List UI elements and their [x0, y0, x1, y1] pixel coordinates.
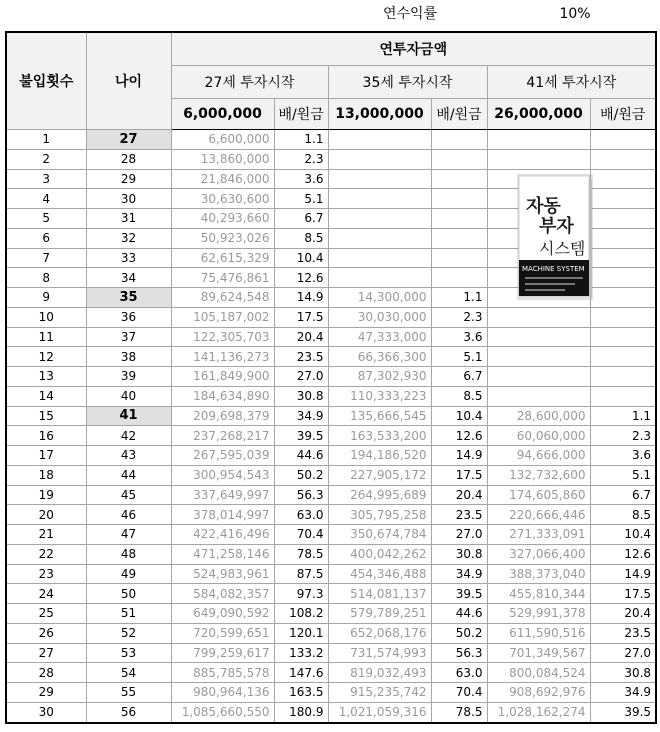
value-27-cell: 471,258,146	[171, 544, 274, 564]
multiple-35-cell: 30.8	[431, 544, 487, 564]
value-27-cell: 122,305,703	[171, 327, 274, 347]
multiple-41-cell	[590, 149, 656, 169]
age-cell: 45	[86, 485, 171, 505]
multiple-27-cell: 34.9	[274, 406, 328, 426]
multiple-41-cell	[590, 248, 656, 268]
table-row	[6, 584, 656, 604]
value-27-cell: 105,187,002	[171, 307, 274, 327]
age-cell: 39	[86, 367, 171, 387]
book-english-title: MACHINE SYSTEM	[522, 265, 585, 273]
multiple-41-cell: 20.4	[590, 604, 656, 624]
payment-number-cell: 13	[6, 367, 86, 387]
value-35-cell	[328, 209, 431, 229]
payment-number-cell: 16	[6, 426, 86, 446]
value-41-cell	[487, 367, 590, 387]
multiple-27-cell: 63.0	[274, 505, 328, 525]
age-cell: 32	[86, 228, 171, 248]
value-35-cell	[328, 268, 431, 288]
table-row	[6, 446, 656, 466]
value-27-cell: 584,082,357	[171, 584, 274, 604]
multiple-27-cell: 12.6	[274, 268, 328, 288]
payment-number-cell: 15	[6, 406, 86, 426]
value-35-cell	[328, 169, 431, 189]
multiple-41-cell	[590, 327, 656, 347]
multiple-41-cell	[590, 130, 656, 150]
value-27-cell: 13,860,000	[171, 149, 274, 169]
multiple-35-cell: 70.4	[431, 683, 487, 703]
age-cell: 42	[86, 426, 171, 446]
value-27-cell: 1,085,660,550	[171, 702, 274, 723]
scenario-title-35: 35세 투자시작	[328, 66, 487, 99]
multiple-27-cell: 27.0	[274, 367, 328, 387]
multiple-41-cell: 30.8	[590, 663, 656, 683]
age-cell: 29	[86, 169, 171, 189]
age-cell: 53	[86, 643, 171, 663]
value-41-cell: 611,590,516	[487, 623, 590, 643]
payment-number-cell: 20	[6, 505, 86, 525]
table-row	[6, 465, 656, 485]
value-41-cell: 327,066,400	[487, 544, 590, 564]
multiple-41-cell	[590, 288, 656, 308]
multiple-27-cell: 50.2	[274, 465, 328, 485]
multiple-27-cell: 6.7	[274, 209, 328, 229]
value-35-cell: 14,300,000	[328, 288, 431, 308]
table-row	[6, 525, 656, 545]
value-35-cell	[328, 248, 431, 268]
table-row	[6, 406, 656, 426]
age-cell: 27	[86, 130, 171, 150]
payment-number-cell: 18	[6, 465, 86, 485]
multiple-27-cell: 10.4	[274, 248, 328, 268]
age-cell: 56	[86, 702, 171, 723]
multiple-27-cell: 17.5	[274, 307, 328, 327]
value-27-cell: 524,983,961	[171, 564, 274, 584]
payment-number-cell: 28	[6, 663, 86, 683]
book-spine	[589, 178, 592, 298]
age-cell: 28	[86, 149, 171, 169]
multiple-35-cell: 39.5	[431, 584, 487, 604]
header-payment-count: 불입횟수	[6, 32, 86, 130]
table-row	[6, 604, 656, 624]
payment-number-cell: 24	[6, 584, 86, 604]
multiple-27-cell: 87.5	[274, 564, 328, 584]
value-35-cell: 305,795,258	[328, 505, 431, 525]
table-row	[6, 505, 656, 525]
table-row	[6, 327, 656, 347]
multiple-35-cell: 10.4	[431, 406, 487, 426]
value-27-cell: 649,090,592	[171, 604, 274, 624]
multiple-27-cell: 147.6	[274, 663, 328, 683]
payment-number-cell: 25	[6, 604, 86, 624]
multiple-41-cell: 39.5	[590, 702, 656, 723]
value-35-cell: 194,186,520	[328, 446, 431, 466]
payment-number-cell: 7	[6, 248, 86, 268]
multiple-35-cell: 44.6	[431, 604, 487, 624]
payment-number-cell: 12	[6, 347, 86, 367]
value-27-cell: 209,698,379	[171, 406, 274, 426]
value-27-cell: 980,964,136	[171, 683, 274, 703]
multiple-41-cell: 14.9	[590, 564, 656, 584]
value-27-cell: 161,849,900	[171, 367, 274, 387]
value-35-cell: 915,235,742	[328, 683, 431, 703]
multiple-27-cell: 39.5	[274, 426, 328, 446]
table-row	[6, 544, 656, 564]
payment-number-cell: 21	[6, 525, 86, 545]
multiple-35-cell	[431, 209, 487, 229]
value-35-cell: 47,333,000	[328, 327, 431, 347]
multiple-35-cell: 56.3	[431, 643, 487, 663]
value-27-cell: 378,014,997	[171, 505, 274, 525]
age-cell: 30	[86, 189, 171, 209]
multiple-35-cell: 78.5	[431, 702, 487, 723]
age-cell: 51	[86, 604, 171, 624]
age-cell: 50	[86, 584, 171, 604]
scenario-title-41: 41세 투자시작	[487, 66, 656, 99]
multiple-35-cell: 63.0	[431, 663, 487, 683]
multiple-35-cell	[431, 248, 487, 268]
multiple-41-cell: 8.5	[590, 505, 656, 525]
table-row	[6, 623, 656, 643]
value-27-cell: 799,259,617	[171, 643, 274, 663]
multiple-27-cell: 8.5	[274, 228, 328, 248]
multiple-27-cell: 133.2	[274, 643, 328, 663]
payment-number-cell: 9	[6, 288, 86, 308]
multiple-35-cell: 23.5	[431, 505, 487, 525]
multiple-35-cell: 2.3	[431, 307, 487, 327]
multiple-label-41: 배/원금	[590, 99, 656, 130]
multiple-41-cell: 34.9	[590, 683, 656, 703]
value-27-cell: 237,268,217	[171, 426, 274, 446]
multiple-35-cell: 1.1	[431, 288, 487, 308]
book-title-line1: 자동	[526, 196, 561, 217]
age-cell: 52	[86, 623, 171, 643]
age-cell: 46	[86, 505, 171, 525]
payment-number-cell: 2	[6, 149, 86, 169]
value-27-cell: 720,599,651	[171, 623, 274, 643]
age-cell: 33	[86, 248, 171, 268]
value-27-cell: 422,416,496	[171, 525, 274, 545]
age-cell: 48	[86, 544, 171, 564]
table-row	[6, 347, 656, 367]
multiple-35-cell: 5.1	[431, 347, 487, 367]
value-27-cell: 62,615,329	[171, 248, 274, 268]
value-41-cell: 94,666,000	[487, 446, 590, 466]
multiple-41-cell: 27.0	[590, 643, 656, 663]
value-35-cell	[328, 228, 431, 248]
multiple-41-cell	[590, 367, 656, 387]
value-35-cell: 135,666,545	[328, 406, 431, 426]
age-cell: 35	[86, 288, 171, 308]
value-41-cell	[487, 307, 590, 327]
value-27-cell: 21,846,000	[171, 169, 274, 189]
annual-return-label: 연수익률	[382, 6, 438, 22]
multiple-27-cell: 23.5	[274, 347, 328, 367]
multiple-41-cell	[590, 268, 656, 288]
table-row	[6, 702, 656, 723]
payment-number-cell: 1	[6, 130, 86, 150]
age-cell: 41	[86, 406, 171, 426]
multiple-27-cell: 1.1	[274, 130, 328, 150]
table-row	[6, 307, 656, 327]
value-41-cell	[487, 130, 590, 150]
age-cell: 47	[86, 525, 171, 545]
multiple-41-cell: 2.3	[590, 426, 656, 446]
payment-number-cell: 23	[6, 564, 86, 584]
multiple-35-cell: 12.6	[431, 426, 487, 446]
payment-number-cell: 5	[6, 209, 86, 229]
value-41-cell	[487, 327, 590, 347]
value-41-cell: 529,991,378	[487, 604, 590, 624]
multiple-41-cell: 10.4	[590, 525, 656, 545]
header-annual-investment: 연투자금액	[171, 32, 656, 66]
value-27-cell: 885,785,578	[171, 663, 274, 683]
multiple-35-cell: 34.9	[431, 564, 487, 584]
value-35-cell: 110,333,223	[328, 386, 431, 406]
value-27-cell: 267,595,039	[171, 446, 274, 466]
age-cell: 38	[86, 347, 171, 367]
payment-number-cell: 8	[6, 268, 86, 288]
multiple-27-cell: 44.6	[274, 446, 328, 466]
table-row	[6, 149, 656, 169]
multiple-41-cell: 3.6	[590, 446, 656, 466]
multiple-35-cell: 6.7	[431, 367, 487, 387]
value-41-cell: 174,605,860	[487, 485, 590, 505]
table-row	[6, 386, 656, 406]
table-row	[6, 663, 656, 683]
age-cell: 44	[86, 465, 171, 485]
payment-number-cell: 11	[6, 327, 86, 347]
payment-number-cell: 22	[6, 544, 86, 564]
payment-number-cell: 26	[6, 623, 86, 643]
value-35-cell: 163,533,200	[328, 426, 431, 446]
value-41-cell: 271,333,091	[487, 525, 590, 545]
multiple-41-cell	[590, 189, 656, 209]
age-cell: 54	[86, 663, 171, 683]
age-cell: 40	[86, 386, 171, 406]
book-text-line	[525, 289, 565, 291]
payment-number-cell: 29	[6, 683, 86, 703]
age-cell: 36	[86, 307, 171, 327]
payment-number-cell: 3	[6, 169, 86, 189]
value-35-cell: 264,995,689	[328, 485, 431, 505]
scenario-amount-41: 26,000,000	[487, 99, 590, 130]
multiple-27-cell: 56.3	[274, 485, 328, 505]
value-41-cell: 220,666,446	[487, 505, 590, 525]
multiple-27-cell: 120.1	[274, 623, 328, 643]
value-27-cell: 50,923,026	[171, 228, 274, 248]
age-cell: 55	[86, 683, 171, 703]
multiple-27-cell: 70.4	[274, 525, 328, 545]
value-35-cell: 66,366,300	[328, 347, 431, 367]
multiple-35-cell: 27.0	[431, 525, 487, 545]
value-41-cell: 800,084,524	[487, 663, 590, 683]
payment-number-cell: 27	[6, 643, 86, 663]
multiple-27-cell: 78.5	[274, 544, 328, 564]
age-cell: 31	[86, 209, 171, 229]
annual-return-value: 10%	[559, 6, 591, 22]
table-row	[6, 564, 656, 584]
multiple-41-cell: 5.1	[590, 465, 656, 485]
value-35-cell: 454,346,488	[328, 564, 431, 584]
multiple-27-cell: 5.1	[274, 189, 328, 209]
multiple-27-cell: 108.2	[274, 604, 328, 624]
value-35-cell: 579,789,251	[328, 604, 431, 624]
investment-table	[5, 31, 657, 724]
multiple-label-35: 배/원금	[431, 99, 487, 130]
multiple-35-cell: 50.2	[431, 623, 487, 643]
rate-row	[0, 0, 660, 28]
payment-number-cell: 6	[6, 228, 86, 248]
multiple-41-cell: 23.5	[590, 623, 656, 643]
value-27-cell: 337,649,997	[171, 485, 274, 505]
value-35-cell: 87,302,930	[328, 367, 431, 387]
payment-number-cell: 19	[6, 485, 86, 505]
value-35-cell: 819,032,493	[328, 663, 431, 683]
value-41-cell: 455,810,344	[487, 584, 590, 604]
value-41-cell: 908,692,976	[487, 683, 590, 703]
multiple-41-cell	[590, 347, 656, 367]
multiple-41-cell: 1.1	[590, 406, 656, 426]
book-text-line	[525, 283, 575, 285]
table-row	[6, 643, 656, 663]
value-27-cell: 184,634,890	[171, 386, 274, 406]
value-41-cell: 1,028,162,274	[487, 702, 590, 723]
multiple-35-cell	[431, 268, 487, 288]
value-27-cell: 40,293,660	[171, 209, 274, 229]
header-age: 나이	[86, 32, 171, 130]
payment-number-cell: 17	[6, 446, 86, 466]
multiple-35-cell	[431, 228, 487, 248]
value-27-cell: 300,954,543	[171, 465, 274, 485]
value-27-cell: 30,630,600	[171, 189, 274, 209]
multiple-35-cell: 3.6	[431, 327, 487, 347]
scenario-amount-35: 13,000,000	[328, 99, 431, 130]
multiple-41-cell	[590, 386, 656, 406]
value-35-cell: 350,674,784	[328, 525, 431, 545]
value-35-cell: 30,030,000	[328, 307, 431, 327]
book-title-line2: 부자	[539, 216, 574, 237]
value-41-cell	[487, 149, 590, 169]
table-row	[6, 426, 656, 446]
book-text-line	[525, 277, 583, 279]
value-41-cell: 132,732,600	[487, 465, 590, 485]
table-row	[6, 485, 656, 505]
value-27-cell: 75,476,861	[171, 268, 274, 288]
multiple-27-cell: 14.9	[274, 288, 328, 308]
payment-number-cell: 4	[6, 189, 86, 209]
payment-number-cell: 10	[6, 307, 86, 327]
book-cover-image	[517, 174, 593, 300]
multiple-27-cell: 30.8	[274, 386, 328, 406]
value-35-cell: 514,081,137	[328, 584, 431, 604]
value-27-cell: 89,624,548	[171, 288, 274, 308]
value-41-cell: 28,600,000	[487, 406, 590, 426]
table-row	[6, 683, 656, 703]
payment-number-cell: 14	[6, 386, 86, 406]
multiple-41-cell	[590, 169, 656, 189]
value-35-cell: 1,021,059,316	[328, 702, 431, 723]
multiple-35-cell	[431, 130, 487, 150]
multiple-35-cell	[431, 189, 487, 209]
value-41-cell	[487, 386, 590, 406]
multiple-label-27: 배/원금	[274, 99, 328, 130]
multiple-27-cell: 180.9	[274, 702, 328, 723]
multiple-35-cell: 14.9	[431, 446, 487, 466]
age-cell: 37	[86, 327, 171, 347]
value-35-cell	[328, 149, 431, 169]
scenario-amount-27: 6,000,000	[171, 99, 274, 130]
payment-number-cell: 30	[6, 702, 86, 723]
multiple-35-cell	[431, 149, 487, 169]
multiple-35-cell: 20.4	[431, 485, 487, 505]
value-41-cell: 701,349,567	[487, 643, 590, 663]
multiple-27-cell: 3.6	[274, 169, 328, 189]
multiple-41-cell: 17.5	[590, 584, 656, 604]
multiple-27-cell: 97.3	[274, 584, 328, 604]
table-row	[6, 367, 656, 387]
value-35-cell	[328, 130, 431, 150]
multiple-41-cell: 12.6	[590, 544, 656, 564]
value-35-cell: 652,068,176	[328, 623, 431, 643]
multiple-27-cell: 2.3	[274, 149, 328, 169]
age-cell: 49	[86, 564, 171, 584]
value-35-cell: 400,042,262	[328, 544, 431, 564]
multiple-41-cell	[590, 228, 656, 248]
multiple-35-cell: 17.5	[431, 465, 487, 485]
value-35-cell: 227,905,172	[328, 465, 431, 485]
multiple-27-cell: 163.5	[274, 683, 328, 703]
value-35-cell	[328, 189, 431, 209]
table-row	[6, 130, 656, 150]
multiple-35-cell	[431, 169, 487, 189]
scenario-title-27: 27세 투자시작	[171, 66, 328, 99]
age-cell: 34	[86, 268, 171, 288]
multiple-41-cell: 6.7	[590, 485, 656, 505]
value-27-cell: 141,136,273	[171, 347, 274, 367]
value-35-cell: 731,574,993	[328, 643, 431, 663]
multiple-35-cell: 8.5	[431, 386, 487, 406]
multiple-27-cell: 20.4	[274, 327, 328, 347]
value-41-cell: 60,060,000	[487, 426, 590, 446]
age-cell: 43	[86, 446, 171, 466]
book-title-line3: 시스템	[539, 239, 586, 258]
value-41-cell: 388,373,040	[487, 564, 590, 584]
value-27-cell: 6,600,000	[171, 130, 274, 150]
multiple-41-cell	[590, 209, 656, 229]
multiple-41-cell	[590, 307, 656, 327]
value-41-cell	[487, 347, 590, 367]
